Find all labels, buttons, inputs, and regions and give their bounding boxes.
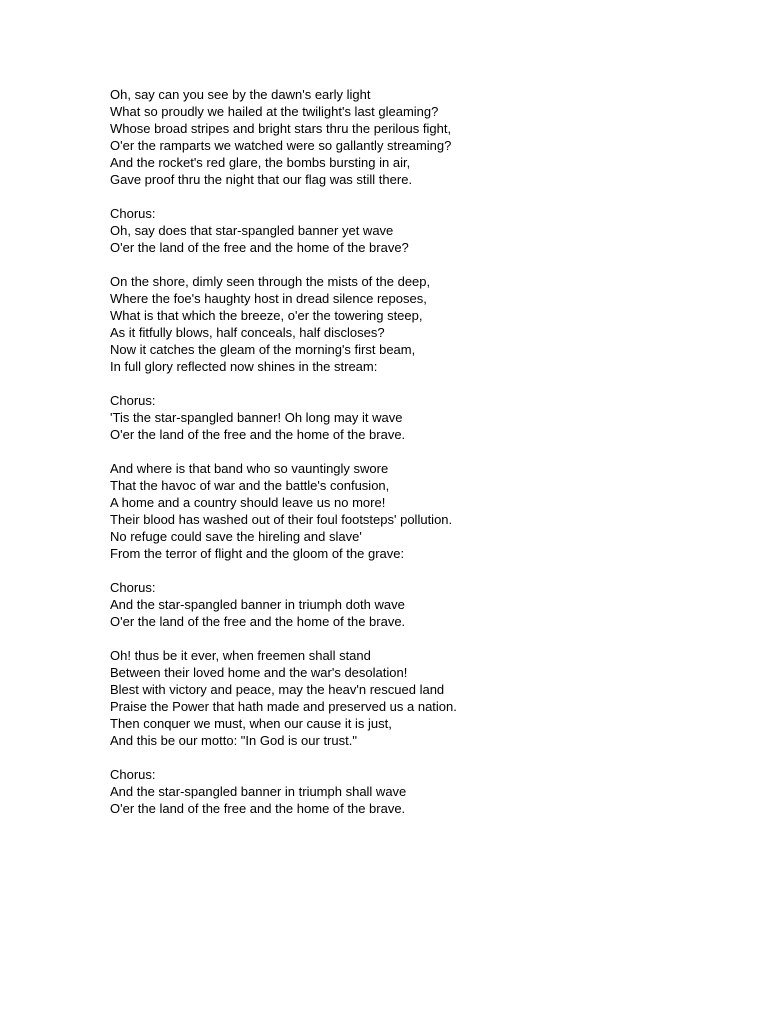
lyrics-text [110, 86, 750, 834]
verse-line: No refuge could save the hireling and slave' [110, 529, 362, 544]
verse-line: O'er the ramparts we watched were so gallantly streaming? [110, 138, 452, 153]
verse-line: Blest with victory and peace, may the heav'n rescued land [110, 682, 445, 697]
verse-line: A home and a country should leave us no more! [110, 495, 386, 510]
verse-3 [110, 460, 750, 562]
verse-line: Gave proof thru the night that our flag was still there. [110, 172, 413, 187]
verse-line: Between their loved home and the war's desolation! [110, 665, 408, 680]
verse-line: And where is that band who so vauntingly swore [110, 461, 389, 476]
verse-line: That the havoc of war and the battle's confusion, [110, 478, 390, 493]
verse-1 [110, 86, 750, 188]
verse-line: Now it catches the gleam of the morning's first beam, [110, 342, 416, 357]
verse-line: Their blood has washed out of their foul footsteps' pollution. [110, 512, 453, 527]
chorus-heading: Chorus: [110, 767, 156, 782]
chorus-heading: Chorus: [110, 580, 156, 595]
verse-line: As it fitfully blows, half conceals, half discloses? [110, 325, 385, 340]
chorus-line: And the star-spangled banner in triumph shall wave [110, 784, 407, 799]
chorus-heading: Chorus: [110, 393, 156, 408]
verse-line: On the shore, dimly seen through the mists of the deep, [110, 274, 431, 289]
chorus-3 [110, 579, 750, 630]
verse-line: Whose broad stripes and bright stars thru the perilous fight, [110, 121, 452, 136]
chorus-line: O'er the land of the free and the home of the brave. [110, 801, 406, 816]
verse-line: Where the foe's haughty host in dread silence reposes, [110, 291, 427, 306]
verse-line: And the rocket's red glare, the bombs bursting in air, [110, 155, 411, 170]
verse-line: What so proudly we hailed at the twilight's last gleaming? [110, 104, 439, 119]
chorus-4 [110, 766, 750, 817]
chorus-2 [110, 392, 750, 443]
verse-line: Oh! thus be it ever, when freemen shall stand [110, 648, 371, 663]
verse-line: From the terror of flight and the gloom of the grave: [110, 546, 405, 561]
chorus-line: Oh, say does that star-spangled banner yet wave [110, 223, 394, 238]
verse-line: And this be our motto: "In God is our trust." [110, 733, 357, 748]
verse-line: Praise the Power that hath made and preserved us a nation. [110, 699, 457, 714]
verse-2 [110, 273, 750, 375]
verse-line: Oh, say can you see by the dawn's early light [110, 87, 371, 102]
chorus-heading: Chorus: [110, 206, 156, 221]
chorus-line: And the star-spangled banner in triumph doth wave [110, 597, 405, 612]
chorus-line: O'er the land of the free and the home of the brave. [110, 614, 406, 629]
chorus-line: O'er the land of the free and the home of the brave? [110, 240, 409, 255]
verse-4 [110, 647, 750, 749]
chorus-1 [110, 205, 750, 256]
chorus-line: O'er the land of the free and the home of the brave. [110, 427, 406, 442]
verse-line: Then conquer we must, when our cause it is just, [110, 716, 392, 731]
verse-line: In full glory reflected now shines in the stream: [110, 359, 378, 374]
verse-line: What is that which the breeze, o'er the towering steep, [110, 308, 423, 323]
chorus-line: 'Tis the star-spangled banner! Oh long may it wave [110, 410, 403, 425]
